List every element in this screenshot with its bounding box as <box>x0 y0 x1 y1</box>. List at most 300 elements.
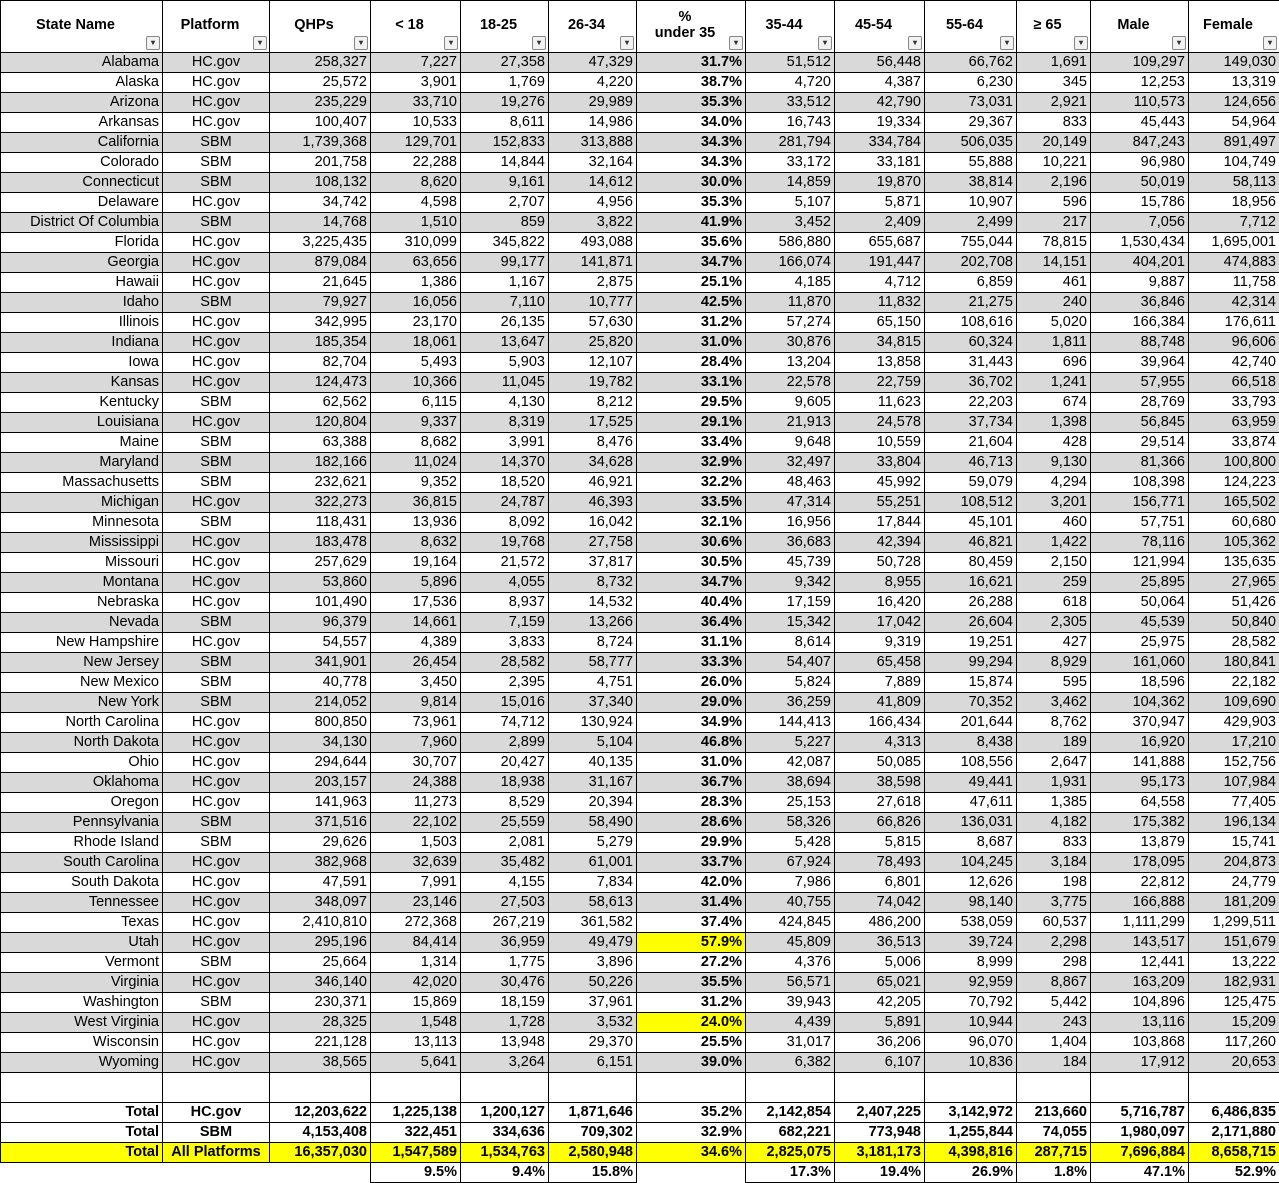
qhps-cell: 382,968 <box>270 853 371 873</box>
platform-share-cell <box>163 1163 270 1183</box>
female-cell: 180,841 <box>1189 653 1279 673</box>
age-45-54-cell: 4,387 <box>835 73 925 93</box>
age-65-plus-cell: 345 <box>1017 73 1091 93</box>
table-row <box>1 93 1279 113</box>
age-35-44-share-cell: 17.3% <box>746 1163 835 1183</box>
age-55-64-cell: 108,512 <box>925 493 1017 513</box>
age-65-plus-cell: 833 <box>1017 113 1091 133</box>
empty-cell <box>461 1073 549 1103</box>
pct-under-35-cell: 39.0% <box>637 1053 746 1073</box>
column-header-6 <box>637 1 746 53</box>
platform-cell: HC.gov <box>163 113 270 133</box>
male-cell: 18,596 <box>1091 673 1189 693</box>
qhps-cell: 25,664 <box>270 953 371 973</box>
age-55-64-cell: 73,031 <box>925 93 1017 113</box>
age-35-44-cell: 33,172 <box>746 153 835 173</box>
age-55-64-cell: 755,044 <box>925 233 1017 253</box>
age-under-18-total-cell: 1,225,138 <box>371 1103 461 1123</box>
qhps-cell: 34,742 <box>270 193 371 213</box>
qhps-cell: 203,157 <box>270 773 371 793</box>
state-name-cell: Kansas <box>1 373 163 393</box>
age-65-plus-cell: 833 <box>1017 833 1091 853</box>
age-35-44-cell: 58,326 <box>746 813 835 833</box>
age-65-plus-cell: 5,442 <box>1017 993 1091 1013</box>
pct-under-35-cell: 33.1% <box>637 373 746 393</box>
qhps-cell: 96,379 <box>270 613 371 633</box>
pct-under-35-cell: 31.0% <box>637 753 746 773</box>
age-45-54-cell: 65,458 <box>835 653 925 673</box>
age-45-54-cell: 50,085 <box>835 753 925 773</box>
age-26-34-cell: 12,107 <box>549 353 637 373</box>
platform-cell: HC.gov <box>163 253 270 273</box>
age-35-44-cell: 45,739 <box>746 553 835 573</box>
age-65-plus-cell: 618 <box>1017 593 1091 613</box>
female-cell: 429,903 <box>1189 713 1279 733</box>
age-65-plus-cell: 240 <box>1017 293 1091 313</box>
platform-cell: HC.gov <box>163 773 270 793</box>
age-under-18-cell: 14,661 <box>371 613 461 633</box>
spacer-row <box>1 1073 1279 1103</box>
pct-under-35-cell: 28.4% <box>637 353 746 373</box>
qhps-cell: 3,225,435 <box>270 233 371 253</box>
age-under-18-cell: 5,493 <box>371 353 461 373</box>
age-26-34-total-cell: 1,871,646 <box>549 1103 637 1123</box>
age-65-plus-cell: 20,149 <box>1017 133 1091 153</box>
platform-cell: SBM <box>163 393 270 413</box>
female-cell: 1,299,511 <box>1189 913 1279 933</box>
pct-under-35-cell: 25.1% <box>637 273 746 293</box>
age-55-64-cell: 92,959 <box>925 973 1017 993</box>
state-name-grand-total-cell: Total <box>1 1143 163 1163</box>
column-header-0 <box>1 1 163 53</box>
header-row <box>1 1 1279 53</box>
female-cell: 104,749 <box>1189 153 1279 173</box>
qhps-cell: 47,591 <box>270 873 371 893</box>
age-under-18-total-cell: 322,451 <box>371 1123 461 1143</box>
age-55-64-cell: 31,443 <box>925 353 1017 373</box>
age-18-25-cell: 30,476 <box>461 973 549 993</box>
qhps-cell: 2,410,810 <box>270 913 371 933</box>
table-row <box>1 493 1279 513</box>
female-cell: 18,956 <box>1189 193 1279 213</box>
age-45-54-cell: 78,493 <box>835 853 925 873</box>
female-total-cell: 2,171,880 <box>1189 1123 1279 1143</box>
platform-cell: SBM <box>163 153 270 173</box>
age-18-25-cell: 24,787 <box>461 493 549 513</box>
pct-under-35-cell: 34.7% <box>637 253 746 273</box>
empty-cell <box>270 1073 371 1103</box>
age-65-plus-cell: 3,201 <box>1017 493 1091 513</box>
age-35-44-cell: 47,314 <box>746 493 835 513</box>
age-55-64-cell: 80,459 <box>925 553 1017 573</box>
age-26-34-cell: 3,822 <box>549 213 637 233</box>
female-cell: 151,679 <box>1189 933 1279 953</box>
age-35-44-cell: 14,859 <box>746 173 835 193</box>
state-name-cell: Louisiana <box>1 413 163 433</box>
pct-under-35-cell: 32.2% <box>637 473 746 493</box>
age-under-18-cell: 3,901 <box>371 73 461 93</box>
column-header-2 <box>270 1 371 53</box>
filter-dropdown-icon[interactable]: ▾ <box>729 36 743 50</box>
age-65-plus-cell: 8,867 <box>1017 973 1091 993</box>
state-name-cell: Illinois <box>1 313 163 333</box>
state-name-cell: Texas <box>1 913 163 933</box>
state-name-cell: Maine <box>1 433 163 453</box>
age-under-18-cell: 8,682 <box>371 433 461 453</box>
age-26-34-cell: 7,834 <box>549 873 637 893</box>
table-row <box>1 933 1279 953</box>
filter-dropdown-icon[interactable]: ▾ <box>818 36 832 50</box>
age-26-34-cell: 49,479 <box>549 933 637 953</box>
age-26-34-cell: 4,751 <box>549 673 637 693</box>
age-under-18-cell: 129,701 <box>371 133 461 153</box>
age-26-34-cell: 2,875 <box>549 273 637 293</box>
column-header-4 <box>461 1 549 53</box>
age-65-plus-cell: 4,294 <box>1017 473 1091 493</box>
age-26-34-cell: 46,393 <box>549 493 637 513</box>
pct-under-35-cell: 32.9% <box>637 453 746 473</box>
qhps-cell: 120,804 <box>270 413 371 433</box>
table-row <box>1 1033 1279 1053</box>
pct-under-35-cell: 31.4% <box>637 893 746 913</box>
age-65-plus-cell: 1,931 <box>1017 773 1091 793</box>
age-under-18-cell: 30,707 <box>371 753 461 773</box>
state-name-cell: New Jersey <box>1 653 163 673</box>
column-header-8 <box>835 1 925 53</box>
platform-cell: HC.gov <box>163 853 270 873</box>
state-name-cell: Idaho <box>1 293 163 313</box>
age-55-64-cell: 98,140 <box>925 893 1017 913</box>
qhps-cell: 294,644 <box>270 753 371 773</box>
male-cell: 29,514 <box>1091 433 1189 453</box>
age-35-44-cell: 21,913 <box>746 413 835 433</box>
state-name-cell: Rhode Island <box>1 833 163 853</box>
female-cell: 13,222 <box>1189 953 1279 973</box>
pct-under-35-cell: 42.0% <box>637 873 746 893</box>
age-35-44-cell: 4,439 <box>746 1013 835 1033</box>
male-cell: 141,888 <box>1091 753 1189 773</box>
filter-dropdown-icon[interactable]: ▾ <box>354 36 368 50</box>
age-35-44-cell: 42,087 <box>746 753 835 773</box>
age-55-64-cell: 8,999 <box>925 953 1017 973</box>
age-45-54-cell: 7,889 <box>835 673 925 693</box>
qhps-cell: 879,084 <box>270 253 371 273</box>
state-name-cell: California <box>1 133 163 153</box>
male-share-cell: 47.1% <box>1091 1163 1189 1183</box>
platform-cell: HC.gov <box>163 353 270 373</box>
age-18-25-cell: 4,130 <box>461 393 549 413</box>
pct-under-35-cell: 36.7% <box>637 773 746 793</box>
age-65-plus-cell: 2,647 <box>1017 753 1091 773</box>
platform-cell: HC.gov <box>163 633 270 653</box>
age-under-18-cell: 13,113 <box>371 1033 461 1053</box>
platform-cell: HC.gov <box>163 413 270 433</box>
age-55-64-cell: 506,035 <box>925 133 1017 153</box>
state-name-cell: Mississippi <box>1 533 163 553</box>
filter-dropdown-icon[interactable]: ▾ <box>1000 36 1014 50</box>
age-35-44-cell: 9,342 <box>746 573 835 593</box>
table-row <box>1 913 1279 933</box>
age-26-34-cell: 4,220 <box>549 73 637 93</box>
age-45-54-total-cell: 773,948 <box>835 1123 925 1143</box>
age-55-64-cell: 10,944 <box>925 1013 1017 1033</box>
pct-under-35-cell: 36.4% <box>637 613 746 633</box>
table-row <box>1 453 1279 473</box>
age-26-34-cell: 8,724 <box>549 633 637 653</box>
platform-cell: HC.gov <box>163 273 270 293</box>
age-18-25-cell: 14,844 <box>461 153 549 173</box>
age-under-18-cell: 73,961 <box>371 713 461 733</box>
female-share-cell: 52.9% <box>1189 1163 1279 1183</box>
qhps-cell: 141,963 <box>270 793 371 813</box>
male-cell: 110,573 <box>1091 93 1189 113</box>
qhps-cell: 295,196 <box>270 933 371 953</box>
age-35-44-cell: 36,259 <box>746 693 835 713</box>
age-35-44-grand-total-cell: 2,825,075 <box>746 1143 835 1163</box>
age-35-44-cell: 9,605 <box>746 393 835 413</box>
age-18-25-cell: 1,775 <box>461 953 549 973</box>
male-cell: 16,920 <box>1091 733 1189 753</box>
age-45-54-cell: 5,891 <box>835 1013 925 1033</box>
age-under-18-cell: 24,388 <box>371 773 461 793</box>
age-65-plus-cell: 2,298 <box>1017 933 1091 953</box>
male-cell: 121,994 <box>1091 553 1189 573</box>
platform-cell: SBM <box>163 833 270 853</box>
age-55-64-cell: 6,230 <box>925 73 1017 93</box>
female-cell: 15,209 <box>1189 1013 1279 1033</box>
empty-cell <box>637 1073 746 1103</box>
platform-cell: SBM <box>163 993 270 1013</box>
age-under-18-cell: 15,869 <box>371 993 461 1013</box>
state-name-cell: Georgia <box>1 253 163 273</box>
age-35-44-cell: 25,153 <box>746 793 835 813</box>
age-65-plus-cell: 8,929 <box>1017 653 1091 673</box>
qhps-cell: 348,097 <box>270 893 371 913</box>
filter-dropdown-icon[interactable]: ▾ <box>1263 36 1277 50</box>
platform-cell: HC.gov <box>163 73 270 93</box>
table-row <box>1 53 1279 73</box>
age-55-64-cell: 60,324 <box>925 333 1017 353</box>
state-name-cell: North Dakota <box>1 733 163 753</box>
age-18-25-cell: 18,159 <box>461 993 549 1013</box>
age-35-44-cell: 16,956 <box>746 513 835 533</box>
age-55-64-cell: 38,814 <box>925 173 1017 193</box>
age-35-44-total-cell: 682,221 <box>746 1123 835 1143</box>
age-35-44-cell: 144,413 <box>746 713 835 733</box>
age-18-25-cell: 8,092 <box>461 513 549 533</box>
qhps-cell: 201,758 <box>270 153 371 173</box>
qhps-cell: 62,562 <box>270 393 371 413</box>
female-cell: 42,740 <box>1189 353 1279 373</box>
filter-dropdown-icon[interactable]: ▾ <box>444 36 458 50</box>
male-cell: 17,912 <box>1091 1053 1189 1073</box>
male-cell: 45,443 <box>1091 113 1189 133</box>
platform-cell: HC.gov <box>163 733 270 753</box>
empty-cell <box>1189 1073 1279 1103</box>
age-65-plus-cell: 8,762 <box>1017 713 1091 733</box>
age-35-44-total-cell: 2,142,854 <box>746 1103 835 1123</box>
female-cell: 33,874 <box>1189 433 1279 453</box>
age-under-18-cell: 22,288 <box>371 153 461 173</box>
age-45-54-cell: 19,334 <box>835 113 925 133</box>
filter-dropdown-icon[interactable]: ▾ <box>253 36 267 50</box>
age-55-64-cell: 108,556 <box>925 753 1017 773</box>
age-35-44-cell: 6,382 <box>746 1053 835 1073</box>
age-55-64-cell: 104,245 <box>925 853 1017 873</box>
age-35-44-cell: 45,809 <box>746 933 835 953</box>
age-55-64-cell: 39,724 <box>925 933 1017 953</box>
filter-dropdown-icon[interactable]: ▾ <box>1074 36 1088 50</box>
age-35-44-cell: 17,159 <box>746 593 835 613</box>
age-26-34-total-cell: 709,302 <box>549 1123 637 1143</box>
filter-dropdown-icon[interactable]: ▾ <box>620 36 634 50</box>
pct-under-35-cell: 29.9% <box>637 833 746 853</box>
age-under-18-cell: 4,389 <box>371 633 461 653</box>
age-45-54-cell: 10,559 <box>835 433 925 453</box>
age-18-25-cell: 8,611 <box>461 113 549 133</box>
table-row <box>1 853 1279 873</box>
age-18-25-cell: 2,081 <box>461 833 549 853</box>
male-cell: 163,209 <box>1091 973 1189 993</box>
empty-cell <box>746 1073 835 1103</box>
column-header-label: Male <box>1094 17 1185 33</box>
age-45-54-cell: 22,759 <box>835 373 925 393</box>
platform-cell: HC.gov <box>163 973 270 993</box>
age-45-54-cell: 74,042 <box>835 893 925 913</box>
age-45-54-cell: 66,826 <box>835 813 925 833</box>
age-26-34-cell: 20,394 <box>549 793 637 813</box>
age-26-34-cell: 34,628 <box>549 453 637 473</box>
age-26-34-cell: 141,871 <box>549 253 637 273</box>
table-row <box>1 553 1279 573</box>
table-row <box>1 833 1279 853</box>
age-35-44-cell: 22,578 <box>746 373 835 393</box>
age-26-34-cell: 46,921 <box>549 473 637 493</box>
filter-dropdown-icon[interactable]: ▾ <box>1172 36 1186 50</box>
table-row <box>1 473 1279 493</box>
male-cell: 103,868 <box>1091 1033 1189 1053</box>
qhps-cell: 40,778 <box>270 673 371 693</box>
age-under-18-cell: 63,656 <box>371 253 461 273</box>
male-cell: 13,116 <box>1091 1013 1189 1033</box>
column-header-label: State Name <box>4 17 159 33</box>
platform-cell: HC.gov <box>163 933 270 953</box>
state-name-cell: North Carolina <box>1 713 163 733</box>
age-under-18-cell: 5,641 <box>371 1053 461 1073</box>
qhps-cell: 346,140 <box>270 973 371 993</box>
age-under-18-cell: 8,620 <box>371 173 461 193</box>
male-cell: 166,888 <box>1091 893 1189 913</box>
age-65-plus-cell: 217 <box>1017 213 1091 233</box>
state-name-cell: Arizona <box>1 93 163 113</box>
pct-under-35-cell: 40.4% <box>637 593 746 613</box>
age-35-44-cell: 586,880 <box>746 233 835 253</box>
age-18-25-total-cell: 1,200,127 <box>461 1103 549 1123</box>
platform-cell: HC.gov <box>163 713 270 733</box>
age-45-54-cell: 17,042 <box>835 613 925 633</box>
age-55-64-grand-total-cell: 4,398,816 <box>925 1143 1017 1163</box>
age-35-44-cell: 38,694 <box>746 773 835 793</box>
qhps-cell: 371,516 <box>270 813 371 833</box>
male-cell: 25,895 <box>1091 573 1189 593</box>
state-name-cell: Wyoming <box>1 1053 163 1073</box>
platform-cell: SBM <box>163 433 270 453</box>
qhps-cell: 185,354 <box>270 333 371 353</box>
state-name-cell: Hawaii <box>1 273 163 293</box>
age-26-34-cell: 58,613 <box>549 893 637 913</box>
age-under-18-cell: 9,814 <box>371 693 461 713</box>
age-65-plus-cell: 428 <box>1017 433 1091 453</box>
male-total-cell: 5,716,787 <box>1091 1103 1189 1123</box>
platform-cell: SBM <box>163 473 270 493</box>
age-under-18-cell: 4,598 <box>371 193 461 213</box>
female-cell: 17,210 <box>1189 733 1279 753</box>
age-55-64-cell: 2,499 <box>925 213 1017 233</box>
age-55-64-cell: 201,644 <box>925 713 1017 733</box>
pct-under-35-share-cell <box>637 1163 746 1183</box>
age-under-18-grand-total-cell: 1,547,589 <box>371 1143 461 1163</box>
platform-cell: HC.gov <box>163 913 270 933</box>
age-18-25-cell: 4,055 <box>461 573 549 593</box>
filter-dropdown-icon[interactable]: ▾ <box>532 36 546 50</box>
male-cell: 81,366 <box>1091 453 1189 473</box>
age-65-plus-cell: 259 <box>1017 573 1091 593</box>
platform-cell: HC.gov <box>163 793 270 813</box>
pct-under-35-cell: 33.4% <box>637 433 746 453</box>
age-26-34-cell: 37,340 <box>549 693 637 713</box>
age-45-54-cell: 16,420 <box>835 593 925 613</box>
age-18-25-cell: 152,833 <box>461 133 549 153</box>
female-cell: 135,635 <box>1189 553 1279 573</box>
column-header-10 <box>1017 1 1091 53</box>
age-26-34-cell: 17,525 <box>549 413 637 433</box>
age-18-25-cell: 8,937 <box>461 593 549 613</box>
pct-under-35-cell: 31.2% <box>637 993 746 1013</box>
male-cell: 95,173 <box>1091 773 1189 793</box>
age-55-64-cell: 10,836 <box>925 1053 1017 1073</box>
age-35-44-cell: 4,185 <box>746 273 835 293</box>
table-row <box>1 813 1279 833</box>
pct-under-35-cell: 37.4% <box>637 913 746 933</box>
age-26-34-cell: 58,777 <box>549 653 637 673</box>
pct-under-35-cell: 57.9% <box>637 933 746 953</box>
age-26-34-cell: 29,989 <box>549 93 637 113</box>
sort-filter-icon[interactable]: ▾ <box>146 36 160 50</box>
state-name-cell: Ohio <box>1 753 163 773</box>
table-row <box>1 673 1279 693</box>
qhps-cell: 82,704 <box>270 353 371 373</box>
age-26-34-cell: 57,630 <box>549 313 637 333</box>
pct-under-35-cell: 34.0% <box>637 113 746 133</box>
empty-cell <box>163 1073 270 1103</box>
state-name-cell: Oklahoma <box>1 773 163 793</box>
state-name-cell: New Mexico <box>1 673 163 693</box>
state-name-cell: Missouri <box>1 553 163 573</box>
column-header-label: 26-34 <box>552 17 633 33</box>
age-26-34-cell: 14,986 <box>549 113 637 133</box>
age-55-64-cell: 70,792 <box>925 993 1017 1013</box>
male-cell: 1,530,434 <box>1091 233 1189 253</box>
age-65-plus-cell: 5,020 <box>1017 313 1091 333</box>
pct-under-35-cell: 28.6% <box>637 813 746 833</box>
age-65-plus-cell: 595 <box>1017 673 1091 693</box>
filter-dropdown-icon[interactable]: ▾ <box>908 36 922 50</box>
state-name-cell: Oregon <box>1 793 163 813</box>
age-65-plus-cell: 2,150 <box>1017 553 1091 573</box>
age-35-44-cell: 36,683 <box>746 533 835 553</box>
state-name-cell: Pennsylvania <box>1 813 163 833</box>
male-cell: 109,297 <box>1091 53 1189 73</box>
